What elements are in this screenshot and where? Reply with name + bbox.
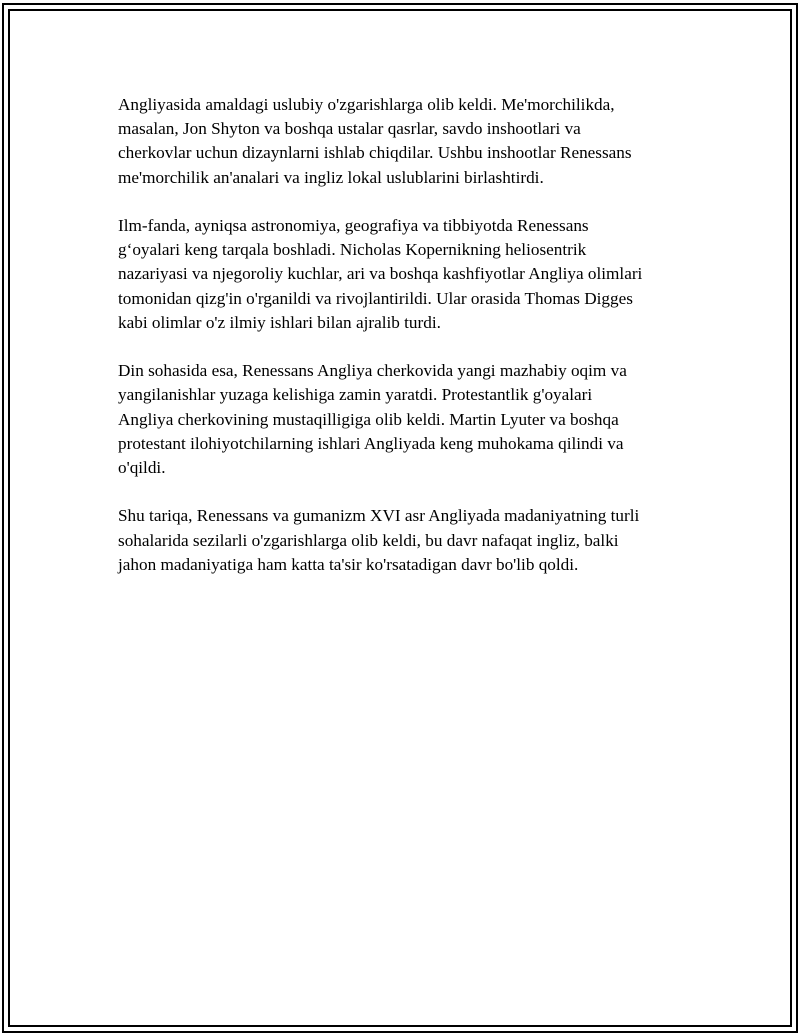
text-line: o'qildi. (118, 458, 166, 478)
text-line: cherkovlar uchun dizaynlarni ishlab chiqdilar. Ushbu inshootlar Renessans (118, 143, 632, 163)
paragraph-3 (118, 359, 698, 480)
text-line: Angliyasida amaldagi uslubiy o'zgarishlarga olib keldi. Me'morchilikda, (118, 95, 615, 114)
text-line: Ilm-fanda, ayniqsa astronomiya, geografiya va tibbiyotda Renessans (118, 216, 589, 235)
text-line: me'morchilik an'analari va ingliz lokal uslublarini birlashtirdi. (118, 167, 544, 187)
paragraph-1 (118, 93, 698, 190)
text-line: masalan, Jon Shyton va boshqa ustalar qasrlar, savdo inshootlari va (118, 119, 581, 139)
text-line: Angliya cherkovining mustaqilligiga olib keldi. Martin Lyuter va boshqa (118, 409, 619, 429)
text-line: kabi olimlar o'z ilmiy ishlari bilan ajralib turdi. (118, 312, 441, 332)
text-line: jahon madaniyatiga ham katta ta'sir ko'rsatadigan davr bo'lib qoldi. (118, 554, 579, 574)
text-line: g‘oyalari keng tarqala boshladi. Nicholas Kopernikning heliosentrik (118, 240, 587, 260)
text-line: sohalarida sezilarli o'zgarishlarga olib keldi, bu davr nafaqat ingliz, balki (118, 530, 619, 550)
paragraph-2 (118, 214, 698, 335)
text-line: Shu tariqa, Renessans va gumanizm XVI asr Angliyada madaniyatning turli (118, 506, 640, 526)
document-body (118, 93, 698, 601)
text-line: tomonidan qizg'in o'rganildi va rivojlantirildi. Ular orasida Thomas Digges (118, 288, 633, 308)
text-line: yangilanishlar yuzaga kelishiga zamin yaratdi. Protestantlik g'oyalari (118, 385, 593, 405)
paragraph-4 (118, 504, 698, 577)
text-line: nazariyasi va njegoroliy kuchlar, ari va boshqa kashfiyotlar Angliya olimlari (118, 264, 643, 284)
text-line: protestant ilohiyotchilarning ishlari Angliyada keng muhokama qilindi va (118, 433, 624, 453)
text-line: Din sohasida esa, Renessans Angliya cherkovida yangi mazhabiy oqim va (118, 361, 627, 381)
